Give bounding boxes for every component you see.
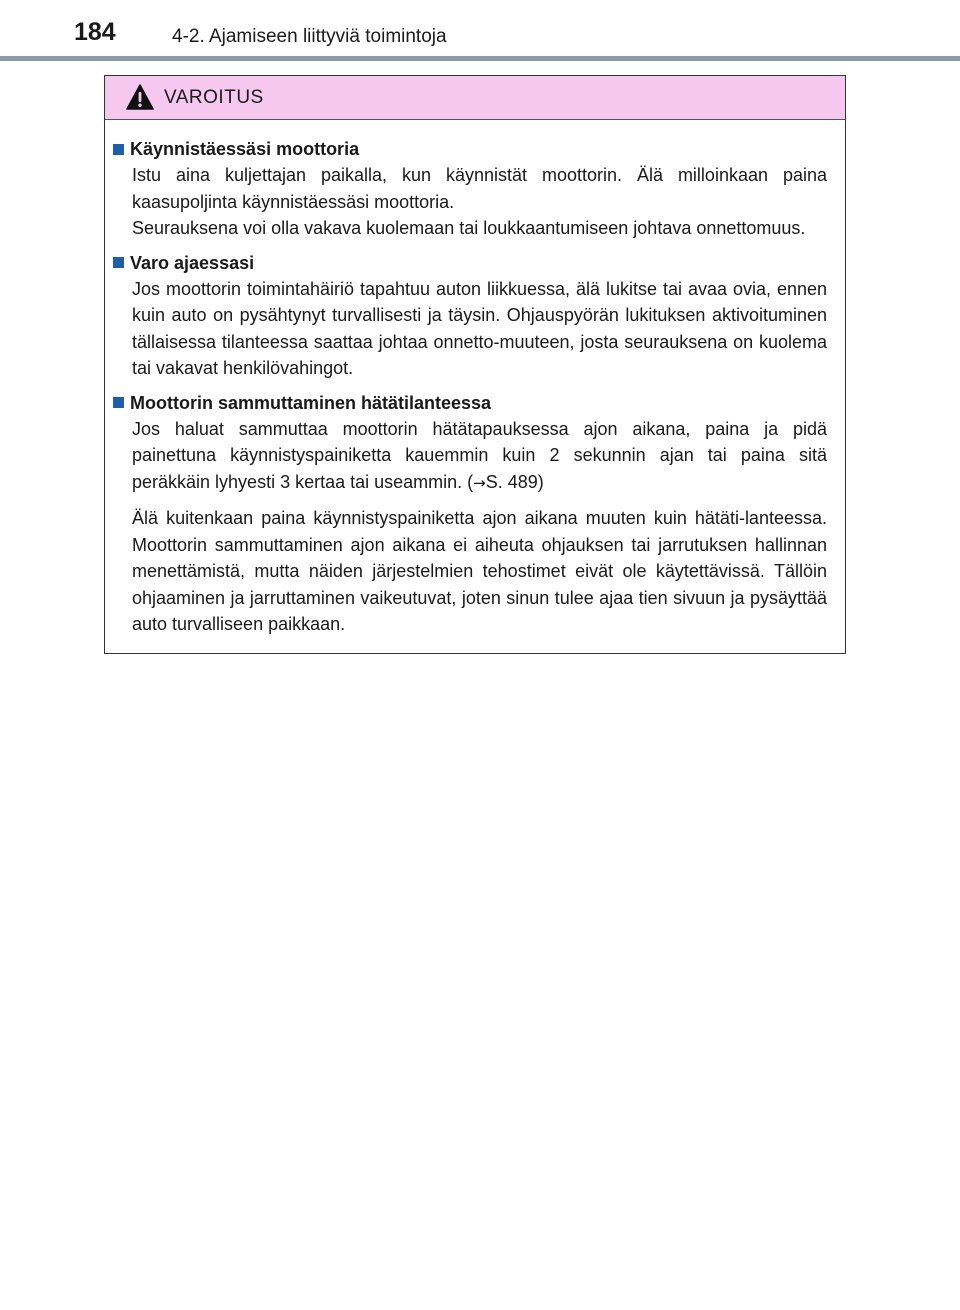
page-header <box>0 0 960 47</box>
section-title: 4-2. Ajamiseen liittyviä toimintoja <box>172 26 447 47</box>
topic-driving-caution <box>113 250 827 382</box>
topic-heading-text: Käynnistäessäsi moottoria <box>130 139 360 159</box>
topic-heading-text: Varo ajaessasi <box>130 252 255 273</box>
square-bullet-icon <box>113 397 124 408</box>
topic-paragraph: Istu aina kuljettajan paikalla, kun käynnistät moottorin. Älä milloinkaan paina kaasupoljinta käynnistäessäsi moottoria. <box>132 165 827 212</box>
topic-heading-text: Moottorin sammuttaminen hätätilanteessa <box>130 392 492 413</box>
topic-paragraph: Jos moottorin toimintahäiriö tapahtuu auton liikkuessa, älä lukitse tai avaa ovia, ennen kuin auto on pysähtynyt turvallisesti ja täysin. Ohjauspyörän lukituksen aktivoituminen tällaisessa tilanteessa saattaa johtaa onnetto-muuteen, josta seurauksena on kuolema tai vakavat henkilövahingot. <box>132 278 827 378</box>
square-bullet-icon <box>113 257 124 268</box>
topic-starting-engine <box>113 136 827 242</box>
topic-paragraph: Älä kuitenkaan paina käynnistyspainiketta ajon aikana muuten kuin hätäti-lanteessa. Moottorin sammuttaminen ajon aikana ei aiheuta ohjauksen tai jarrutuksen hallinnan menettämistä, mutta näiden järjestelmien tehostimet eivät ole käytettävissä. Tällöin ohjaaminen ja jarruttaminen vaikeutuvat, joten sinun tulee ajaa tien sivuun ja pysäyttää auto turvalliseen paikkaan. <box>132 508 827 634</box>
topic-paragraph <box>132 416 827 497</box>
square-bullet-icon <box>113 144 124 155</box>
warning-title: VAROITUS <box>164 87 264 108</box>
warning-body <box>105 120 845 638</box>
topic-heading <box>113 136 827 162</box>
page-number: 184 <box>74 18 116 46</box>
topic-paragraph: Seurauksena voi olla vakava kuolemaan tai loukkaantumiseen johtava onnettomuus. <box>132 218 806 238</box>
reference-arrow: → <box>473 473 486 492</box>
topic-heading <box>113 390 827 416</box>
paragraph-text: Jos haluat sammuttaa moottorin hätätapauksessa ajon aikana, paina ja pidä painettuna käynnistyspainiketta kauemmin kuin 2 sekunnin ajan tai paina sitä peräkkäin lyhyesti 3 kertaa tai useammin. ( <box>132 418 827 492</box>
warning-box <box>104 75 846 654</box>
warning-header <box>105 76 845 120</box>
header-rule <box>0 56 960 61</box>
topic-emergency-shutdown <box>113 390 827 638</box>
warning-triangle-icon <box>126 84 154 110</box>
page-reference-link[interactable]: S. 489) <box>485 471 544 492</box>
topic-heading <box>113 250 827 276</box>
